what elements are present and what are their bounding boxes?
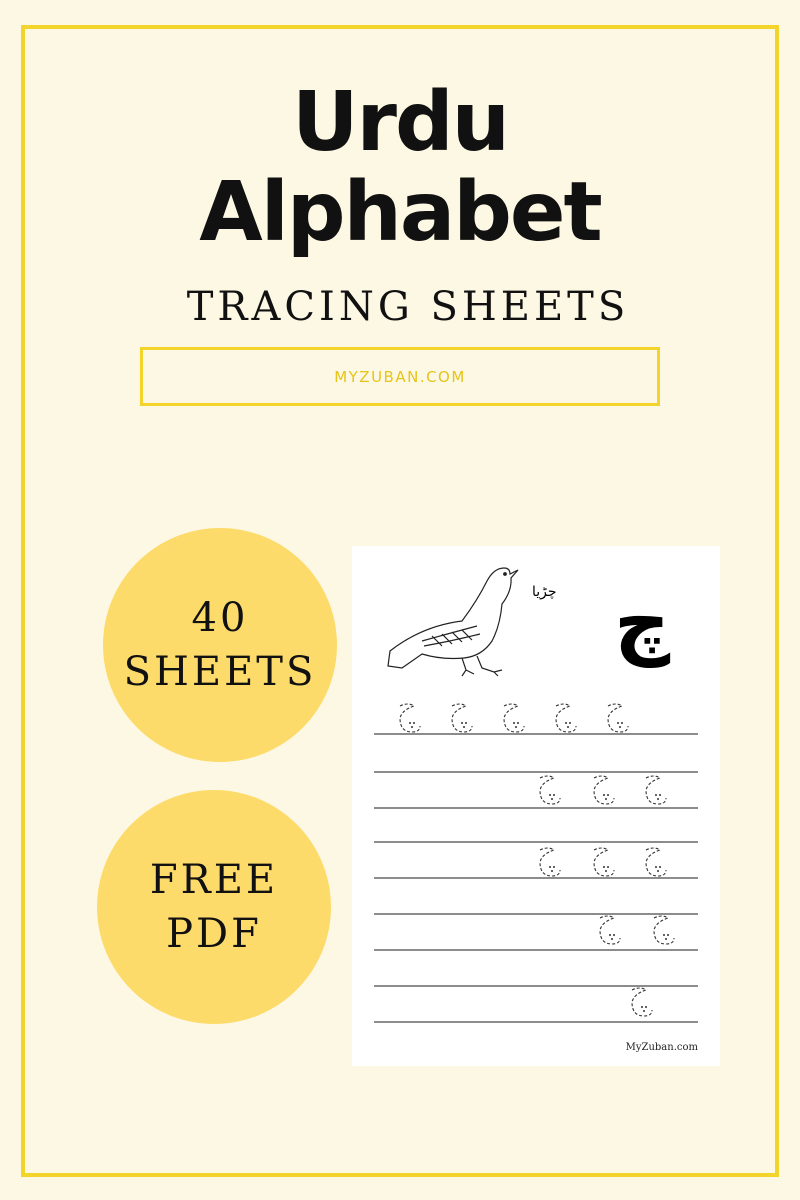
badge-pdf: PDF — [166, 911, 262, 957]
trace-dots — [409, 722, 669, 1012]
badge-label: SHEETS — [123, 649, 317, 695]
website-box[interactable] — [140, 347, 660, 406]
sheet-footer-url: MyZuban.com — [625, 1042, 698, 1053]
title-line-1: Urdu — [291, 75, 509, 170]
sheets-count-badge — [103, 528, 337, 762]
badge-count: 40 — [191, 595, 249, 641]
bird-illustration — [388, 568, 518, 676]
trace-glyphs — [400, 704, 674, 1016]
example-word: چڑیا — [532, 584, 557, 600]
free-pdf-badge — [97, 790, 331, 1024]
worksheet-preview — [352, 546, 720, 1066]
title-line-2: Alphabet — [199, 165, 601, 260]
website-link[interactable]: MYZUBAN.COM — [334, 367, 466, 386]
badge-free: FREE — [149, 857, 279, 903]
subtitle: TRACING SHEETS — [186, 284, 630, 330]
ruled-lines — [374, 734, 698, 1022]
featured-letter: چ — [614, 578, 671, 668]
